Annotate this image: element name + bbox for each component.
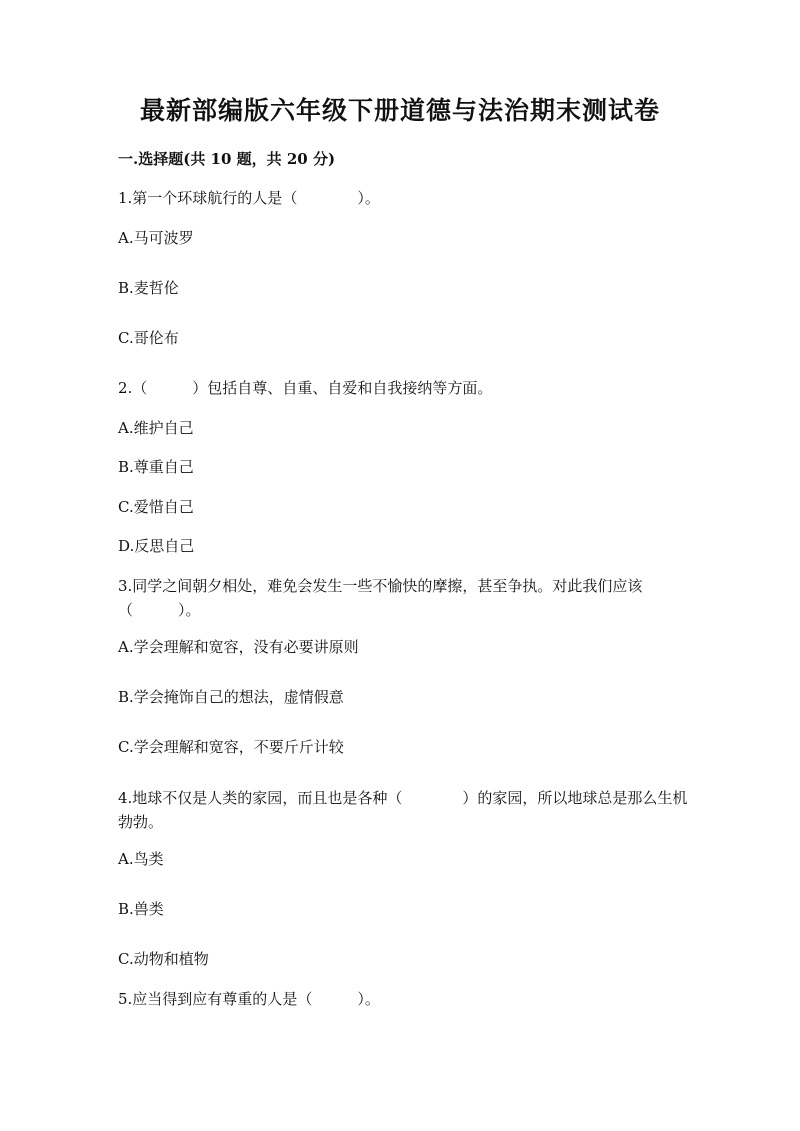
question-1-option-a: A.马可波罗 — [118, 229, 194, 247]
question-1-option-c: C.哥伦布 — [118, 329, 179, 347]
question-3-option-b: B.学会掩饰自己的想法，虚情假意 — [118, 688, 344, 706]
question-2-option-d: D.反思自己 — [118, 537, 195, 555]
question-2-option-b: B.尊重自己 — [118, 458, 194, 476]
question-5-stem: 5.应当得到应有尊重的人是（ ）。 — [118, 990, 380, 1008]
question-2-option-c: C.爱惜自己 — [118, 498, 194, 516]
section-heading: 一.选择题(共 10 题，共 20 分) — [118, 150, 336, 168]
question-4-stem: 4.地球不仅是人类的家园，而且也是各种（ ）的家园，所以地球总是那么生机勃勃。 — [118, 789, 688, 831]
question-4-option-b: B.兽类 — [118, 900, 164, 918]
question-1-option-b: B.麦哲伦 — [118, 279, 179, 297]
exam-title: 最新部编版六年级下册道德与法治期末测试卷 — [139, 96, 660, 125]
question-3-option-a: A.学会理解和宽容，没有必要讲原则 — [118, 638, 359, 656]
question-2-option-a: A.维护自己 — [118, 419, 194, 437]
question-3-stem: 3.同学之间朝夕相处，难免会发生一些不愉快的摩擦，甚至争执。对此我们应该（ ）。 — [118, 577, 643, 619]
question-4-option-a: A.鸟类 — [118, 850, 164, 868]
question-3-option-c: C.学会理解和宽容，不要斤斤计较 — [118, 738, 344, 756]
question-2-stem: 2.（ ）包括自尊、自重、自爱和自我接纳等方面。 — [118, 379, 493, 397]
question-4-option-c: C.动物和植物 — [118, 950, 209, 968]
question-1-stem: 1.第一个环球航行的人是（ ）。 — [118, 189, 380, 207]
